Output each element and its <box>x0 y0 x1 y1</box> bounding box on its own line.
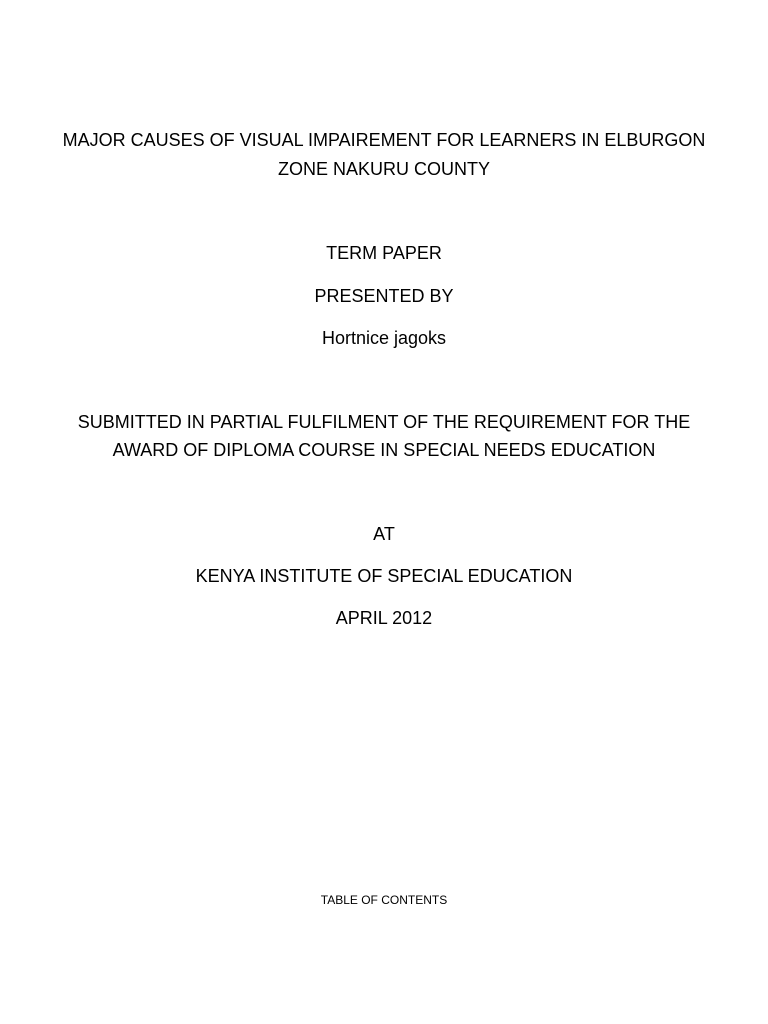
title-line-1: MAJOR CAUSES OF VISUAL IMPAIREMENT FOR LEARNERS IN ELBURGON <box>62 130 706 150</box>
paper-type: TERM PAPER <box>326 243 442 263</box>
submission-date: APRIL 2012 <box>335 608 433 628</box>
institution-name: KENYA INSTITUTE OF SPECIAL EDUCATION <box>195 566 573 586</box>
title-line-2: ZONE NAKURU COUNTY <box>277 159 490 179</box>
presented-by-label: PRESENTED BY <box>314 286 454 306</box>
table-of-contents-heading: TABLE OF CONTENTS <box>320 893 448 907</box>
author-name: Hortnice jagoks <box>321 328 447 348</box>
submission-line-2: AWARD OF DIPLOMA COURSE IN SPECIAL NEEDS EDUCATION <box>112 440 656 460</box>
submission-line-1: SUBMITTED IN PARTIAL FULFILMENT OF THE REQUIREMENT FOR THE <box>77 412 691 432</box>
at-label: AT <box>373 524 395 544</box>
